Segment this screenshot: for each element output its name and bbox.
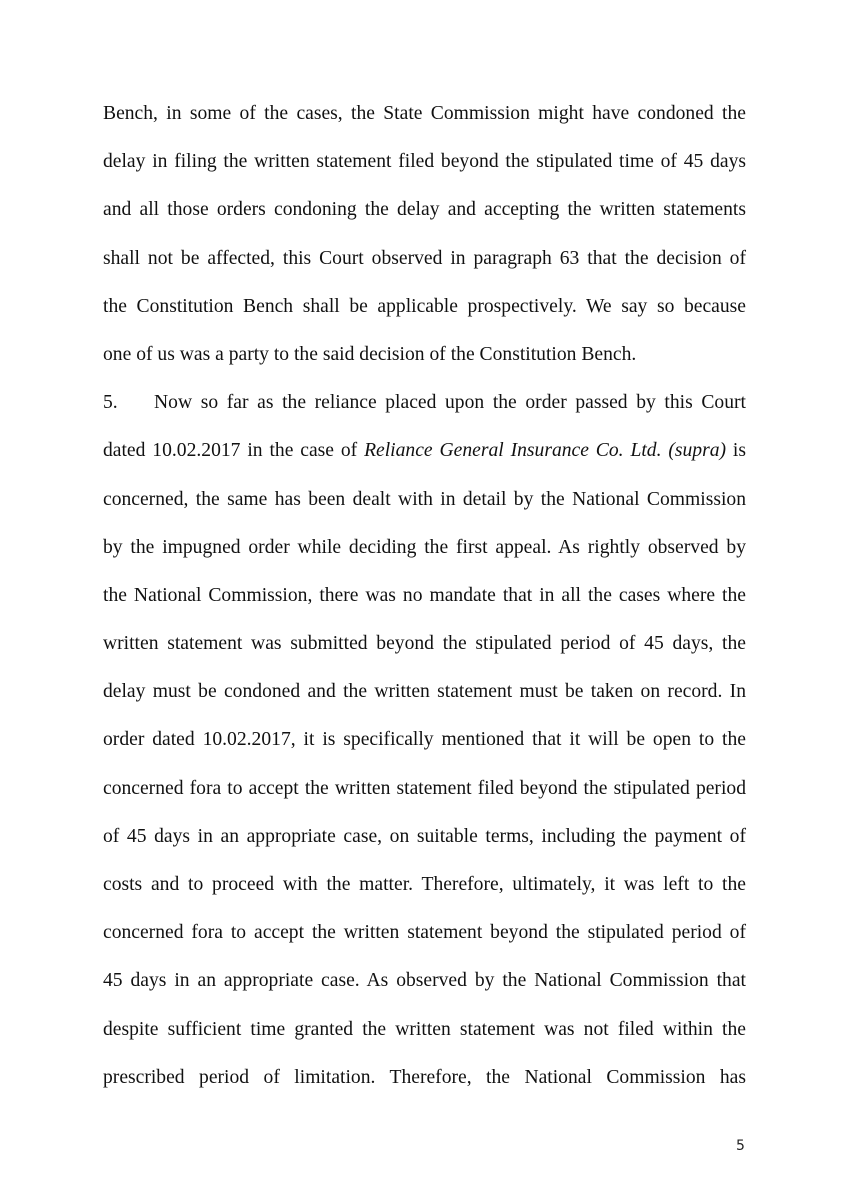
text-line: the Constitution Bench shall be applicable prospectively. We say so because (103, 295, 746, 317)
text-line-fragment: dated 10.02.2017 in the case of (103, 440, 365, 462)
text-line: prescribed period of limitation. Therefore, the National Commission has (103, 1066, 746, 1088)
text-line: written statement was submitted beyond the stipulated period of 45 days, the (103, 633, 746, 655)
text-line: concerned fora to accept the written statement filed beyond the stipulated period (103, 777, 746, 799)
text-line: one of us was a party to the said decision of the Constitution Bench. (103, 343, 637, 365)
text-line: shall not be affected, this Court observed in paragraph 63 that the decision of (103, 247, 746, 269)
body-text (103, 90, 746, 1102)
text-line: Bench, in some of the cases, the State Commission might have condoned the (103, 103, 746, 124)
page-number: 5 (736, 1138, 745, 1154)
text-line: concerned fora to accept the written statement beyond the stipulated period of (103, 922, 746, 944)
text-line-fragment: is (726, 440, 746, 462)
text-line-fragment: Now so far as the reliance placed upon the order passed by this Court (154, 392, 746, 414)
text-line: of 45 days in an appropriate case, on suitable terms, including the payment of (103, 825, 746, 847)
paragraph-5-first-line (103, 379, 746, 427)
text-line: order dated 10.02.2017, it is specifically mentioned that it will be open to the (103, 729, 746, 751)
text-line: by the impugned order while deciding the first appeal. As rightly observed by (103, 536, 746, 558)
paragraph-number: 5. (103, 392, 118, 414)
text-line: and all those orders condoning the delay and accepting the written statements (103, 199, 746, 221)
paragraph-5-second-line (103, 427, 746, 475)
text-line: costs and to proceed with the matter. Therefore, ultimately, it was left to the (103, 874, 746, 895)
text-line: concerned, the same has been dealt with in detail by the National Commission (103, 488, 746, 510)
text-line: despite sufficient time granted the written statement was not filed within the (103, 1018, 746, 1040)
text-line: 45 days in an appropriate case. As observed by the National Commission that (103, 970, 746, 992)
text-line: the National Commission, there was no mandate that in all the cases where the (103, 584, 746, 606)
case-citation: Reliance General Insurance Co. Ltd. (supra) (364, 440, 727, 462)
text-line: delay in filing the written statement filed beyond the stipulated time of 45 days (103, 151, 746, 173)
text-line: delay must be condoned and the written statement must be taken on record. In (103, 681, 746, 703)
